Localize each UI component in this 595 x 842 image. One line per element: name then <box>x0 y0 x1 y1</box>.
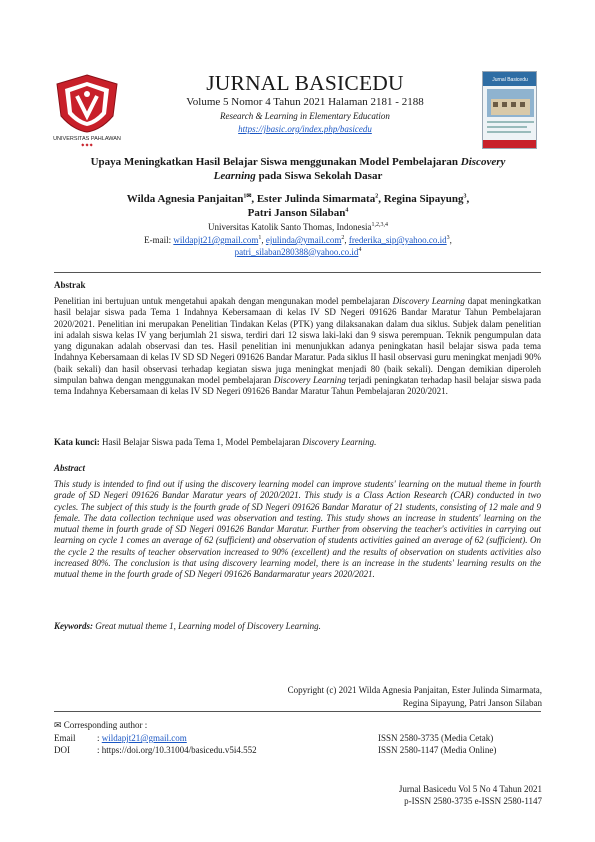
issn-online: ISSN 2580-1147 (Media Online) <box>378 745 497 755</box>
email-link[interactable]: ejulinda@ymail.com <box>265 235 342 245</box>
author-emails: E-mail: wildapjt21@gmail.com$^1$, ejulinda@ymail.com$^2$, $frederika\_sip@yahoo.co.id^3$, $patri\_silaban280388@yahoo.co.id^4$ <box>144 235 452 257</box>
copyright: Copyright (c) 2021 Wilda Agnesia Panjaitan, Ester Julinda Simarmata, Regina Sipayung, Patri Janson Silaban <box>287 685 542 708</box>
author-list: Wilda Agnesia Panjaitan$^{1✉}$, Ester Julinda Simarmata$^2$, Regina Sipayung$^3$, Patri Janson Silaban$^4$ <box>126 193 470 219</box>
journal-title: JURNAL BASICEDU <box>206 71 404 95</box>
corresponding-email-link[interactable]: wildapjt21@gmail.com <box>101 733 187 743</box>
journal-url-link[interactable]: https://jbasic.org/index.php/basicedu <box>238 124 372 134</box>
email-link[interactable]: frederika_sip@yahoo.co.id <box>348 235 447 245</box>
journal-tagline: Research & Learning in Elementary Education <box>220 111 390 121</box>
divider <box>54 711 541 712</box>
doi-label: DOI <box>54 745 70 755</box>
university-logo <box>51 72 123 148</box>
keywords: Keywords: Great mutual theme 1, Learning model of Discovery Learning. <box>54 621 321 631</box>
logo-text: UNIVERSITAS PAHLAWAN <box>53 136 121 142</box>
journal-cover-image <box>482 71 537 149</box>
affiliation: Universitas Katolik Santo Thomas, Indonesia$^{1,2,3,4}$ <box>207 222 389 232</box>
paper-title: Upaya Meningkatkan Hasil Belajar Siswa menggunakan Model Pembelajaran Discovery Learning pada Siswa Sekolah Dasar <box>90 156 506 182</box>
author-name: Patri Janson Silaban <box>247 207 346 219</box>
email-link[interactable]: wildapjt21@gmail.com <box>173 235 259 245</box>
abstrak-heading: Abstrak <box>54 280 86 290</box>
envelope-icon: ✉ <box>54 720 62 730</box>
author-name: Ester Julinda Simarmata <box>256 193 376 205</box>
svg-text:Jurnal Basicedu: Jurnal Basicedu <box>492 77 528 83</box>
svg-text:◆ ◆ ◆: ◆ ◆ ◆ <box>81 142 93 147</box>
author-name: Wilda Agnesia Panjaitan <box>126 193 244 205</box>
journal-volume: Volume 5 Nomor 4 Tahun 2021 Halaman 2181 - 2188 <box>186 96 424 108</box>
journal-reference: Jurnal Basicedu Vol 5 No 4 Tahun 2021 <box>398 784 542 794</box>
abstract-heading: Abstract <box>54 463 86 473</box>
doi-value: : https://doi.org/10.31004/basicedu.v5i4.552 <box>97 745 257 755</box>
issn-print: ISSN 2580-3735 (Media Cetak) <box>378 733 494 743</box>
email-label: Email <box>54 733 76 743</box>
email-link[interactable]: patri_silaban280388@yahoo.co.id <box>234 246 359 257</box>
kata-kunci: Kata kunci: Hasil Belajar Siswa pada Tema 1, Model Pembelajaran Discovery Learning. <box>54 437 377 447</box>
divider <box>54 272 541 273</box>
document-page: UNIVERSITAS PAHLAWAN ◆ ◆ ◆ JURNAL BASICEDU Volume 5 Nomor 4 Tahun 2021 Halaman 2181 - 2188 Research & Learning in Elementary Education https://jbasic.org/index.php/basicedu Jurnal Basicedu Upaya Meningkatkan Hasil Belajar Siswa menggunakan Model Pembelajaran Discovery Learning pada Siswa Sekolah Dasar Wilda Agnesia Panjaitan$^{1✉}$, Ester Julinda Simarmata$^2$, Regina Sipayung$^3$, Patri Janson Silaban$^4$ Universitas Katolik Santo Thomas, Indonesia$^{1,2,3,4}$ E-mail: wildapjt21@gmail.com$^1$, ejulinda@ymail.com$^2$, $frederika\_sip@yahoo.co.id^3$, $patri\_silaban280388@yahoo.co.id^4$ Abstrak Penelitian ini bertujuan untuk mengetahui apakah dengan mengunakan model pembelajaran Discovery Learning dapat meningkatkan hasil belajar siswa pada Tema 1 Indahnya Kebersamaan di kelas IV SD Negeri 091626 Bandar Maratur Tahun Pembelajaran 2020/2021. Penelitian ini merupakan Penelitian Tindakan Kelas (PTK) yang dilaksanakan dalam dua siklus. Subjek dalam penelitian ini adalah siswa kelas IV yang berjumlah 21 siswa, terdiri dari 12 siswa laki-laki dan 9 siswa perempuan. Teknik pengumpulan data yang digunakan adalah observasi dan tes. Hasil penelitian ini menunjukkan adanya peningkatan hasil belajar siswa pada tema Indahnya Kebersamaan di kelas IV SD SD Negeri 091626 Bandar Maratur. Pada siklus II hasil observasi guru meningkat menjadi 90% (baik sekali) dan hasil observasi terhadap kegiatan siswa juga meningkat menjadi 80 (baik sekali). Dengan demikian diperoleh simpulan bahwa dengan menggunakan model pembelajaran Discovery Learning terjadi peningkatan terhadap hasil belajar siswa pada tema Indahnya Kebersamaan di kelas IV SD Negeri 091626 Bandar Maratur Tahun Pembelajaran 2020/2021. Kata kunci: Hasil Belajar Siswa pada Tema 1, Model Pembelajaran Discovery Learning. Abstract This study is intended to find out if using the discovery learning model can improve students' learning on the mutual theme in fourth grade of SD Negeri 091626 Bandar Maratur years of 2020/2021. This study is a Class Action Research (CAR) conducted in two cycles. The subject of this study is the fourth grade of SD Negeri 091626 Bandar Maratur of 21 students, consisting of 12 male and 9 female. The data collection technique used was observation and testing. This study shows an increase in students' learning on the mutual theme in fourth grade of SD Negeri 091626 Bandar Maratur. Further from observing the teacher's activities in carrying out learning on cycle 1 comes an average of 62 (sufficient) and observation of students activities gained an average of 62 (sufficient). On the cycle 2 the results of teacher observation increased to 90% (excellent) and the results of observation on students activities also increased 80%. The conclusion is that using discovery learning model, there is an increase in the students' learning results on the mutual theme in the fourth grade of SD Negeri 091626 Bandarmaratur years 2020/2021. Keywords: Great mutual theme 1, Learning model of Discovery Learning. Copyright (c) 2021 Wilda Agnesia Panjaitan, Ester Julinda Simarmata, Regina Sipayung, Patri Janson Silaban ✉ Corresponding author : Email : wildapjt21@gmail.com DOI : https://doi.org/10.31004/basicedu.v5i4.552 ISSN 2580-3735 (Media Cetak) ISSN 2580-1147 (Media Online) Jurnal Basicedu Vol 5 No 4 Tahun 2021 p-ISSN 2580-3735 e-ISSN 2580-1147 <box>0 0 595 842</box>
journal-issn: p-ISSN 2580-3735 e-ISSN 2580-1147 <box>404 796 542 806</box>
author-name: Regina Sipayung <box>383 193 464 205</box>
abstract-body: This study is intended to find out if using the discovery learning model can improve students' learning on the mutual theme in fourth grade of SD Negeri 091626 Bandar Maratur years of 2020/2021. This study is a Class Action Research (CAR) conducted in two cycles. The subject of this study is the fourth grade of SD Negeri 091626 Bandar Maratur of 21 students, consisting of 12 male and 9 female. The data collection technique used was observation and testing. This study shows an increase in students' learning on the mutual theme in fourth grade of SD Negeri 091626 Bandar Maratur. Further from observing the teacher's activities in carrying out learning on cycle 1 comes an average of 62 (sufficient) and observation of students activities gained an average of 62 (sufficient). On the cycle 2 the results of teacher observation increased to 90% (excellent) and the results of observation on students activities also increased 80%. The conclusion is that using discovery learning model, there is an increase in the students' learning results on the mutual theme in the fourth grade of SD Negeri 091626 Bandarmaratur years 2020/2021. <box>54 479 541 580</box>
corresponding-author: ✉ Corresponding author : <box>54 720 148 730</box>
abstrak-body: Penelitian ini bertujuan untuk mengetahui apakah dengan mengunakan model pembelajaran Discovery Learning dapat meningkatkan hasil belajar siswa pada Tema 1 Indahnya Kebersamaan di kelas IV SD Negeri 091626 Bandar Maratur Tahun Pembelajaran 2020/2021. Penelitian ini merupakan Penelitian Tindakan Kelas (PTK) yang dilaksanakan dalam dua siklus. Subjek dalam penelitian ini adalah siswa kelas IV yang berjumlah 21 siswa, terdiri dari 12 siswa laki-laki dan 9 siswa perempuan. Teknik pengumpulan data yang digunakan adalah observasi dan tes. Hasil penelitian ini menunjukkan adanya peningkatan hasil belajar siswa pada tema Indahnya Kebersamaan di kelas IV SD SD Negeri 091626 Bandar Maratur. Pada siklus II hasil observasi guru meningkat menjadi 90% (baik sekali) dan hasil observasi terhadap kegiatan siswa juga meningkat menjadi 80 (baik sekali). Dengan demikian diperoleh simpulan bahwa dengan menggunakan model pembelajaran Discovery Learning terjadi peningkatan terhadap hasil belajar siswa pada tema Indahnya Kebersamaan di kelas IV SD Negeri 091626 Bandar Maratur Tahun Pembelajaran 2020/2021. <box>54 296 542 397</box>
